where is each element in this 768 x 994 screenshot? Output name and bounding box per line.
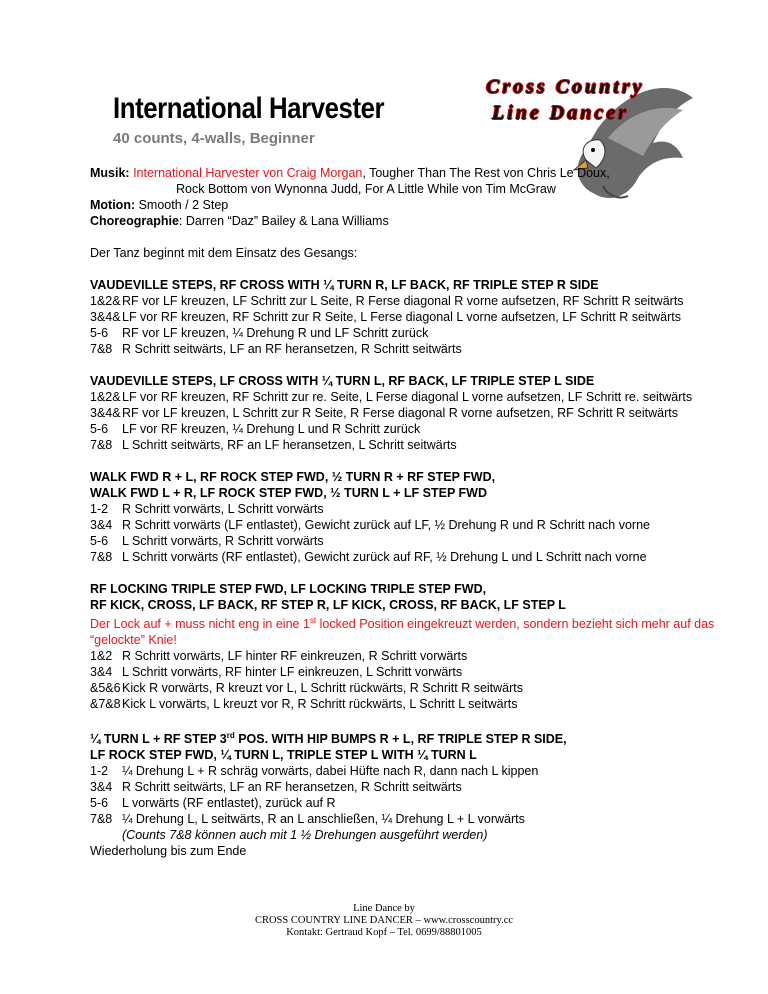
- step-text: LF vor RF kreuzen, RF Schritt zur R Seite, L Ferse diagonal L vorne aufsetzen, LF Schritt R seitwärts: [122, 310, 682, 324]
- footer-line1: Line Dance by: [353, 903, 415, 914]
- step-text: L Schritt vorwärts, R Schritt vorwärts: [122, 534, 324, 548]
- step-row: [90, 293, 730, 309]
- step-row: [90, 795, 730, 811]
- step-text: L Schritt seitwärts, RF an LF heransetzen, L Schritt seitwärts: [122, 438, 457, 452]
- step-count: 5-6: [90, 534, 109, 548]
- step-row: [90, 389, 730, 405]
- step-row: [90, 325, 730, 341]
- section-title: WALK FWD R + L, RF ROCK STEP FWD, ½ TURN R + RF STEP FWD,: [90, 470, 496, 484]
- choreography-label: Choreographie: [90, 214, 179, 228]
- step-text: LF vor RF kreuzen, RF Schritt zur re. Seite, L Ferse diagonal L vorne aufsetzen, LF Schritt re. seitwärts: [122, 390, 693, 404]
- footer: [0, 903, 768, 939]
- section-title-line2: WALK FWD L + R, LF ROCK STEP FWD, ½ TURN L + LF STEP FWD: [90, 486, 487, 500]
- lock-note-part2: locked Position eingekreuzt werden, sondern bezieht sich mehr auf das “gelockte” Knie!: [90, 617, 715, 648]
- section-title: VAUDEVILLE STEPS, RF CROSS WITH ¼ TURN R, LF BACK, RF TRIPLE STEP R SIDE: [90, 278, 599, 292]
- lock-note: [90, 613, 730, 648]
- section-title-part1: ¼ TURN L + RF STEP 3: [90, 732, 227, 747]
- step-row: [90, 501, 730, 517]
- dance-content: [90, 165, 730, 859]
- footer-line2: CROSS COUNTRY LINE DANCER – www.crosscountry.cc: [254, 915, 514, 926]
- counts-note: (Counts 7&8 können auch mit 1 ½ Drehungen ausgeführt werden): [122, 828, 488, 843]
- step-text: RF vor LF kreuzen, L Schritt zur R Seite, R Ferse diagonal R vorne aufsetzen, RF Schritt R seitwärts: [122, 406, 678, 420]
- step-count: 5-6: [90, 422, 109, 436]
- step-count: 3&4&: [90, 310, 121, 324]
- step-row: [90, 696, 730, 712]
- lock-note-part1: Der Lock auf + muss nicht eng in eine 1: [90, 617, 310, 632]
- motion-value: Smooth / 2 Step: [135, 198, 229, 212]
- step-row: [90, 664, 730, 680]
- lock-note-superscript: st: [309, 616, 317, 625]
- dance-title: International Harvester: [113, 92, 385, 125]
- step-count: 7&8: [90, 550, 113, 564]
- step-row: [90, 648, 730, 664]
- step-count: 5-6: [90, 326, 109, 340]
- music-line: [90, 165, 730, 181]
- footer-contact: Kontakt: Gertraud Kopf – Tel. 0699/88801005: [286, 927, 482, 938]
- section-title-line2: LF ROCK STEP FWD, ¼ TURN L, TRIPLE STEP L WITH ¼ TURN L: [90, 748, 477, 763]
- step-row: [90, 341, 730, 357]
- step-row: [90, 763, 730, 779]
- step-row: [90, 405, 730, 421]
- choreography-line: [90, 213, 730, 229]
- section-title: RF LOCKING TRIPLE STEP FWD, LF LOCKING TRIPLE STEP FWD,: [90, 582, 487, 596]
- outro-text: Wiederholung bis zum Ende: [90, 844, 247, 859]
- step-count: 7&8: [90, 438, 113, 452]
- section-title-line2: RF KICK, CROSS, LF BACK, RF STEP R, LF KICK, CROSS, RF BACK, LF STEP L: [90, 598, 566, 612]
- step-count: 3&4: [90, 518, 113, 532]
- step-text: R Schritt vorwärts (LF entlastet), Gewicht zurück auf LF, ½ Drehung R und R Schritt nach vorne: [122, 518, 650, 532]
- logo-text-line2: Line Dancer: [492, 102, 629, 124]
- section-title: VAUDEVILLE STEPS, LF CROSS WITH ¼ TURN L, RF BACK, LF TRIPLE STEP L SIDE: [90, 374, 595, 388]
- step-count: 7&8: [90, 342, 113, 356]
- step-row: [90, 779, 730, 795]
- step-text: L vorwärts (RF entlastet), zurück auf R: [122, 796, 336, 811]
- step-text: R Schritt vorwärts, L Schritt vorwärts: [122, 502, 324, 516]
- step-row: [90, 549, 730, 565]
- section-title-part2: POS. WITH HIP BUMPS R + L, RF TRIPLE STEP R SIDE,: [234, 732, 567, 747]
- intro-text: Der Tanz beginnt mit dem Einsatz des Gesangs:: [90, 246, 358, 260]
- step-count: &5&6: [90, 681, 121, 696]
- step-row: [90, 517, 730, 533]
- choreography-value: : Darren “Daz” Bailey & Lana Williams: [178, 214, 389, 228]
- step-text: L Schritt vorwärts, RF hinter LF einkreuzen, L Schritt vorwärts: [122, 665, 463, 680]
- step-count: 1-2: [90, 502, 109, 516]
- motion-label: Motion:: [90, 198, 136, 212]
- step-text: ¼ Drehung L, L seitwärts, R an L anschließen, ¼ Drehung L + L vorwärts: [122, 812, 525, 827]
- music-alternatives: , Tougher Than The Rest von Chris Le Doux,: [362, 166, 610, 180]
- step-count: 1&2&: [90, 390, 121, 404]
- music-main-song: International Harvester von Craig Morgan: [133, 166, 363, 180]
- step-count: 5-6: [90, 796, 109, 811]
- step-text: R Schritt seitwärts, LF an RF heransetzen, R Schritt seitwärts: [122, 342, 462, 356]
- step-row: [90, 309, 730, 325]
- step-count: 7&8: [90, 812, 113, 827]
- music-alternatives-line2: Rock Bottom von Wynonna Judd, For A Little While von Tim McGraw: [176, 182, 556, 196]
- section-title: [90, 728, 730, 747]
- dance-subtitle: 40 counts, 4-walls, Beginner: [113, 130, 315, 147]
- step-count: 3&4: [90, 665, 113, 680]
- step-row: [90, 680, 730, 696]
- step-count: 3&4: [90, 780, 113, 795]
- step-count: 1&2: [90, 649, 113, 664]
- motion-line: [90, 197, 730, 213]
- step-text: Kick L vorwärts, L kreuzt vor R, R Schritt rückwärts, L Schritt L seitwärts: [122, 697, 518, 712]
- step-row: [90, 811, 730, 827]
- step-text: ¼ Drehung L + R schräg vorwärts, dabei Hüfte nach R, dann nach L kippen: [122, 764, 539, 779]
- step-text: R Schritt seitwärts, LF an RF heransetzen, R Schritt seitwärts: [122, 780, 462, 795]
- step-text: RF vor LF kreuzen, LF Schritt zur L Seite, R Ferse diagonal R vorne aufsetzen, RF Schritt R seitwärts: [122, 294, 684, 308]
- step-text: RF vor LF kreuzen, ¼ Drehung R und LF Schritt zurück: [122, 326, 429, 340]
- music-label: Musik:: [90, 166, 130, 180]
- step-row: [90, 421, 730, 437]
- step-count: 1-2: [90, 764, 109, 779]
- section-title-superscript: rd: [226, 731, 235, 741]
- step-row: [90, 437, 730, 453]
- step-count: 1&2&: [90, 294, 121, 308]
- step-text: R Schritt vorwärts, LF hinter RF einkreuzen, R Schritt vorwärts: [122, 649, 468, 664]
- step-text: L Schritt vorwärts (RF entlastet), Gewicht zurück auf RF, ½ Drehung L und L Schritt nach vorne: [122, 550, 647, 564]
- logo-text-line1: Cross Country: [486, 76, 645, 98]
- step-count: &7&8: [90, 697, 121, 712]
- step-text: Kick R vorwärts, R kreuzt vor L, L Schritt rückwärts, R Schritt R seitwärts: [122, 681, 524, 696]
- step-row: [90, 533, 730, 549]
- step-count: 3&4&: [90, 406, 121, 420]
- step-text: LF vor RF kreuzen, ¼ Drehung L und R Schritt zurück: [122, 422, 421, 436]
